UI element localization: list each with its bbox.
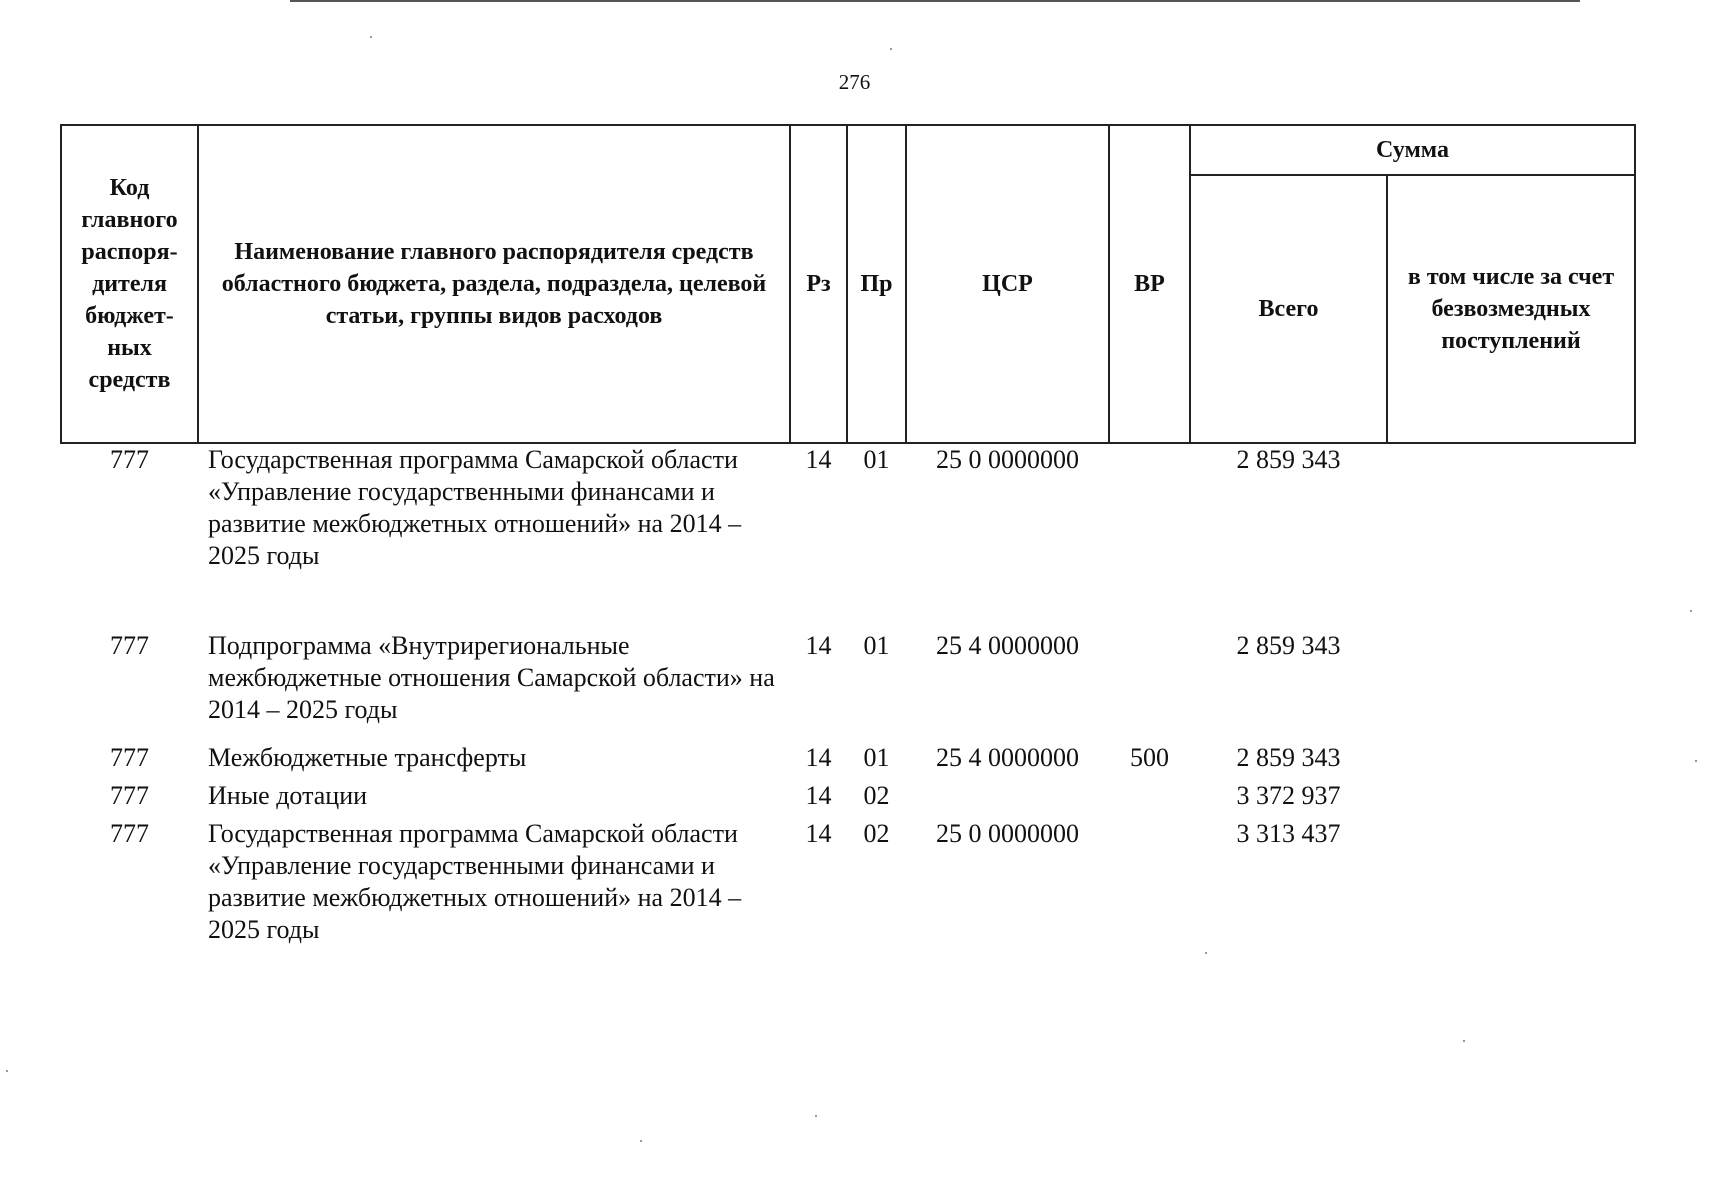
header-name: Наименование главного распорядителя средств областного бюджета, раздела, подраздела, целевой статьи, группы видов расходов [198, 125, 790, 443]
cell-name: Иные дотации [208, 781, 368, 810]
cell-name: Государственная программа Самарской области «Управление государственными финансами и развитие межбюджетных отношений» на 2014 – 2025 годы [208, 445, 742, 570]
table-row [61, 818, 1635, 948]
header-pr: Пр [847, 125, 906, 443]
cell-pr: 01 [863, 631, 890, 660]
cell-total: 2 859 343 [1236, 445, 1341, 474]
cell-name: Межбюджетные трансферты [208, 743, 527, 772]
table-row [61, 742, 1635, 780]
scan-speck [1690, 610, 1692, 612]
budget-table [60, 124, 1636, 948]
page-number: 276 [838, 70, 871, 94]
header-vr: ВР [1109, 125, 1190, 443]
scan-speck [1695, 760, 1697, 762]
cell-csr: 25 4 0000000 [936, 743, 1079, 772]
cell-vr [1109, 818, 1190, 948]
cell-code: 777 [110, 819, 149, 848]
scan-speck [640, 1140, 642, 1142]
cell-code: 777 [110, 743, 149, 772]
cell-pr: 01 [863, 743, 890, 772]
cell-name: Подпрограмма «Внутрирегиональные межбюджетные отношения Самарской области» на 2014 – 2025 годы [208, 631, 775, 724]
cell-csr: 25 4 0000000 [936, 631, 1079, 660]
cell-rz: 14 [805, 743, 832, 772]
scan-speck [1463, 1040, 1465, 1042]
cell-pr: 02 [863, 819, 890, 848]
cell-code: 777 [110, 631, 149, 660]
header-code: Код главного распоря-дителя бюджет-ных средств [61, 125, 198, 443]
scan-edge-line [290, 0, 1580, 2]
header-csr: ЦСР [906, 125, 1109, 443]
cell-rz: 14 [805, 819, 832, 848]
cell-rz: 14 [805, 631, 832, 660]
cell-csr: 25 0 0000000 [936, 819, 1079, 848]
cell-pr: 02 [863, 781, 890, 810]
cell-code: 777 [110, 781, 149, 810]
table-row [61, 443, 1635, 630]
cell-free [1387, 818, 1635, 948]
cell-rz: 14 [805, 445, 832, 474]
header-total: Всего [1190, 175, 1387, 443]
scan-speck [370, 36, 372, 38]
cell-pr: 01 [863, 445, 890, 474]
cell-rz: 14 [805, 781, 832, 810]
table-header [61, 125, 1635, 443]
header-rz: Рз [790, 125, 847, 443]
cell-free [1387, 443, 1635, 630]
cell-csr: 25 0 0000000 [936, 445, 1079, 474]
cell-total: 2 859 343 [1236, 631, 1341, 660]
table-row [61, 630, 1635, 742]
cell-name: Государственная программа Самарской области «Управление государственными финансами и развитие межбюджетных отношений» на 2014 – 2025 годы [208, 819, 742, 944]
scan-speck [6, 1070, 8, 1072]
cell-vr [1109, 443, 1190, 630]
cell-free [1387, 742, 1635, 780]
table-body [61, 443, 1635, 948]
header-summa: Сумма [1190, 125, 1635, 175]
cell-code: 777 [110, 445, 149, 474]
cell-total: 2 859 343 [1236, 743, 1341, 772]
cell-total: 3 372 937 [1236, 781, 1341, 810]
scan-speck [815, 1115, 817, 1117]
scan-speck [1205, 952, 1207, 954]
cell-total: 3 313 437 [1236, 819, 1341, 848]
cell-free [1387, 630, 1635, 742]
cell-vr [1109, 630, 1190, 742]
scan-speck [890, 48, 892, 50]
header-free: в том числе за счет безвозмездных поступлений [1387, 175, 1635, 443]
cell-vr: 500 [1130, 743, 1169, 772]
cell-csr [906, 780, 1109, 818]
header-row-top [61, 125, 1635, 175]
cell-free [1387, 780, 1635, 818]
cell-vr [1109, 780, 1190, 818]
table-row [61, 780, 1635, 818]
